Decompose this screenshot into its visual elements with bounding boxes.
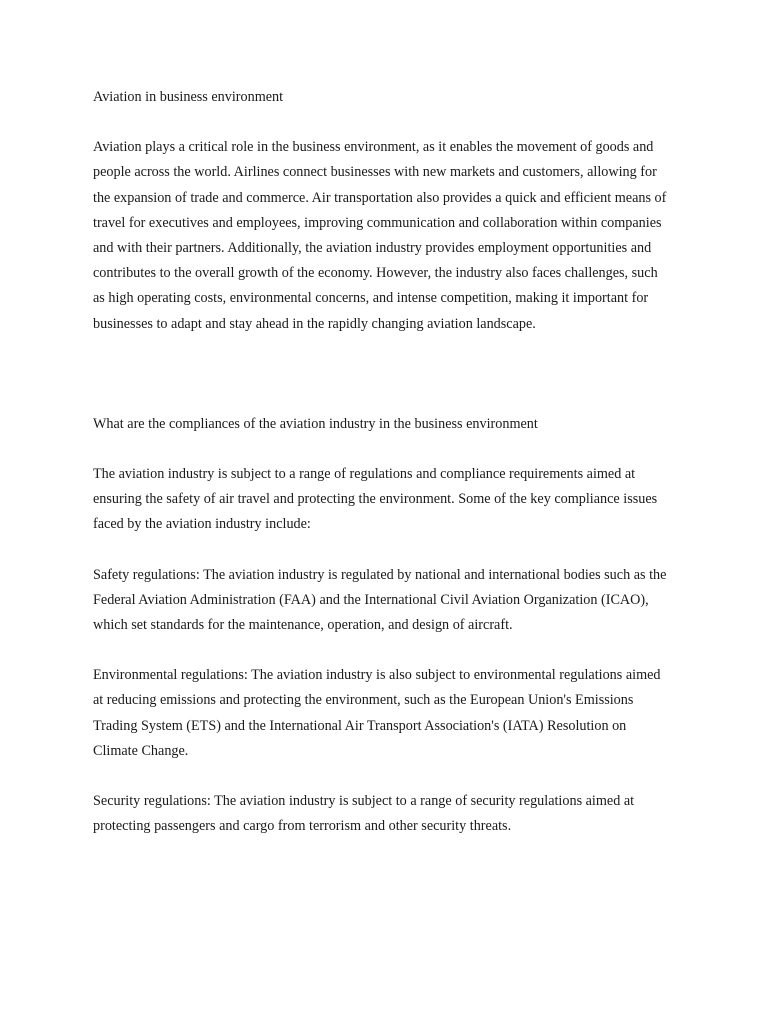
paragraph-safety-regulations: Safety regulations: The aviation industry is regulated by national and international bodies such as the Federal Aviation Administration (FAA) and the International Civil Aviation Organization (ICAO), which set standards for the maintenance, operation, and design of aircraft.: [93, 566, 667, 634]
paragraph-compliance-intro: The aviation industry is subject to a range of regulations and compliance requirements aimed at ensuring the safety of air travel and protecting the environment. Some of the key compliance issues faced by the aviation industry include:: [93, 466, 658, 533]
paragraph-environmental-regulations: Environmental regulations: The aviation industry is also subject to environmental regulations aimed at reducing emissions and protecting the environment, such as the European Union's Emissions Trading System (ETS) and the International Air Transport Association's (IATA) Resolution on Climate Change.: [93, 667, 661, 759]
spacer: [93, 638, 668, 663]
spacer: [93, 337, 668, 412]
spacer: [93, 764, 668, 789]
spacer: [93, 110, 668, 135]
paragraph-security-regulations: Security regulations: The aviation industry is subject to a range of security regulations aimed at protecting passengers and cargo from terrorism and other security threats.: [93, 793, 635, 835]
section-heading-aviation: Aviation in business environment: [93, 89, 284, 105]
spacer: [93, 437, 668, 462]
paragraph-aviation-role: Aviation plays a critical role in the business environment, as it enables the movement of goods and people across the world. Airlines connect businesses with new markets and customers, allowing for the expansion of trade and commerce. Air transportation also provides a quick and efficient means of travel for executives and employees, improving communication and collaboration within companies and with their partners. Additionally, the aviation industry provides employment opportunities and contributes to the overall growth of the economy. However, the industry also faces challenges, such as high operating costs, environmental concerns, and intense competition, making it important for businesses to adapt and stay ahead in the rapidly changing aviation landscape.: [93, 139, 667, 332]
section-heading-compliances: What are the compliances of the aviation industry in the business environment: [93, 415, 538, 432]
spacer: [93, 538, 668, 563]
document-page: [93, 85, 668, 839]
